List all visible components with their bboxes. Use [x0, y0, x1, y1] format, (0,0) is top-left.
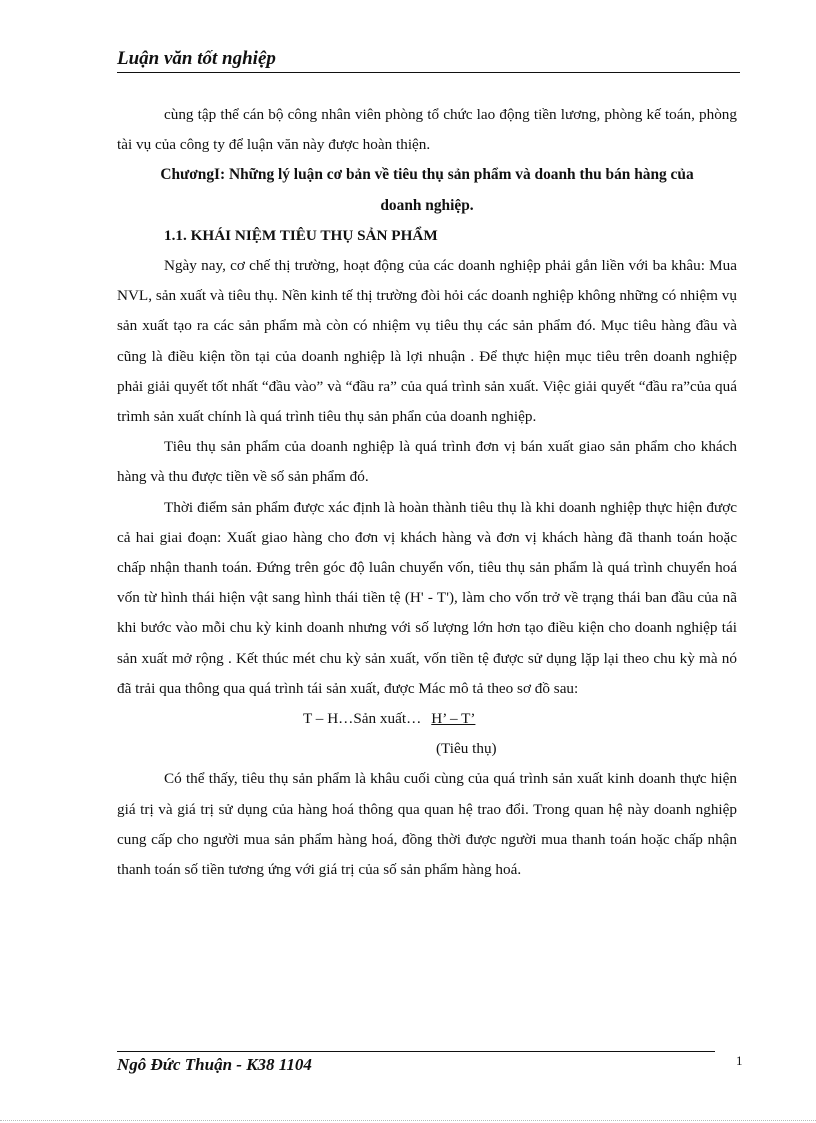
formula-left: T – H…Sản xuất…: [303, 710, 422, 728]
paragraph: Có thể thấy, tiêu thụ sản phẩm là khâu cuối cùng của quá trình sản xuất kinh doanh thực hiện giá trị và giá trị sử dụng của hàng hoá thông qua quan hệ trao đổi. Trong quan hệ này doanh nghiệp cung cấp cho người mua sản phẩm hàng hoá, đồng thời được người mua thanh toán hoặc chấp nhận thanh toán số tiền tương ứng với giá trị của số sản phẩm hàng hoá.: [117, 770, 737, 879]
formula: [117, 704, 737, 734]
footer-author: Ngô Đức Thuận - K38 1104: [117, 1055, 312, 1074]
formula-right: H’ – T’: [431, 710, 476, 728]
paragraph: Ngày nay, cơ chế thị trường, hoạt động của các doanh nghiệp phải gắn liền với ba khâu: Mua NVL, sản xuất và tiêu thụ. Nền kinh tế thị trường đòi hỏi các doanh nghiệp không những có nhiệm vụ sản xuất tạo ra các sản phẩm mà còn có nhiệm vụ tiêu thụ các sản phẩm đó. Mục tiêu hàng đầu và cũng là điều kiện tồn tại của doanh nghiệp là lợi nhuận . Để thực hiện mục tiêu trên doanh nghiệp phải giải quyết tốt nhất “đầu vào” và “đầu ra” của quá trình sản xuất. Việc giải quyết “đầu ra”của quá trìmh sản xuất chính là quá trình tiêu thụ sản phẩn của doanh nghiệp.: [117, 257, 737, 426]
page-body: [117, 100, 737, 885]
intro-paragraph: cùng tập thể cán bộ công nhân viên phòng tổ chức lao động tiền lương, phòng kế toán, phòng tài vụ của công ty để luận văn này được hoàn thiện.: [117, 106, 737, 154]
page-edge-dotted: [0, 1120, 816, 1121]
footer-divider: [117, 1051, 715, 1052]
chapter-title-line2: doanh nghiệp.: [380, 196, 474, 214]
page-number: 1: [736, 1053, 743, 1068]
section-heading: 1.1. KHÁI NIỆM TIÊU THỤ SẢN PHẨM: [164, 226, 438, 244]
formula-note: (Tiêu thụ): [436, 740, 497, 758]
page-header: Luận văn tốt nghiệp: [117, 48, 740, 73]
paragraph: Thời điểm sản phẩm được xác định là hoàn thành tiêu thụ là khi doanh nghiệp thực hiện được cả hai giai đoạn: Xuất giao hàng cho đơn vị khách hàng và đơn vị khách hàng đã thanh toán hoặc chấp nhận thanh toán. Đứng trên góc độ luân chuyển vốn, tiêu thụ sản phẩm là quá trình chuyển hoá vốn từ hình thái hiện vật sang hình thái tiền tệ (H' - T'), làm cho vốn trở về trạng thái ban đầu của nã khi bước vào mỗi chu kỳ kinh doanh nhưng với số lượng lớn hơn tạo điều kiện cho doanh nghiệp tái sản xuất mở rộng . Kết thúc mét chu kỳ sản xuất, vốn tiền tệ được sử dụng lặp lại theo chu kỳ mà nó đã trải qua thông qua quá trình tái sản xuất, được Mác mô tả theo sơ đồ sau:: [117, 498, 737, 697]
chapter-title-line1: ChươngI: Những lý luận cơ bản về tiêu thụ sản phẩm và doanh thu bán hàng của: [160, 166, 694, 184]
paragraph: Tiêu thụ sản phẩm của doanh nghiệp là quá trình đơn vị bán xuất giao sản phẩm cho khách hàng và thu được tiền về số sản phẩm đó.: [117, 438, 737, 486]
